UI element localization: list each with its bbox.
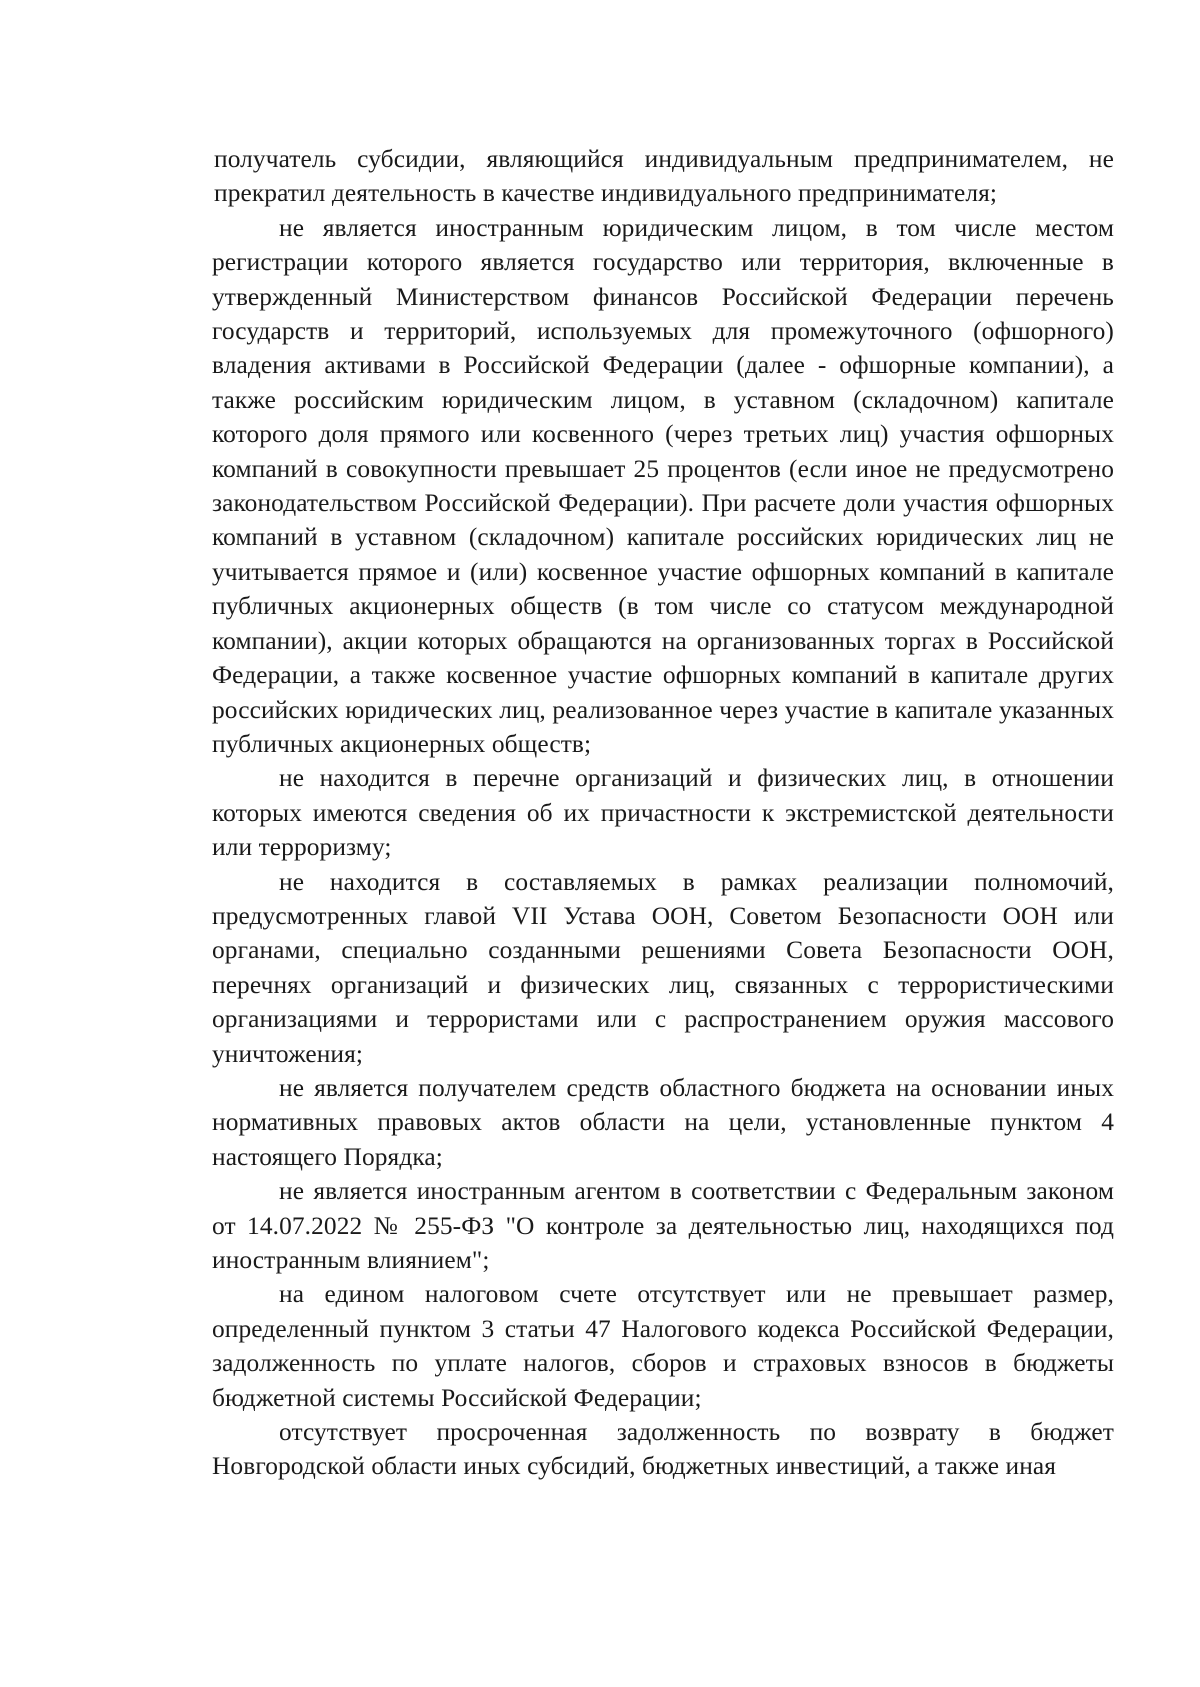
paragraph-regional-budget: не является получателем средств областного бюджета на основании иных нормативных правовых актов области на цели, установленные пунктом 4 настоящего Порядка; — [212, 1073, 1114, 1171]
paragraph-tax-account: на едином налоговом счете отсутствует или не превышает размер, определенный пунктом 3 статьи 47 Налогового кодекса Российской Федерации, задолженность по уплате налогов, сборов и страховых взносов в бюджеты бюджетной системы Российской Федерации; — [212, 1280, 1114, 1412]
document-body — [212, 142, 1114, 1484]
paragraph-un-lists: не находится в составляемых в рамках реализации полномочий, предусмотренных главой VII Устава ООН, Советом Безопасности ООН или органами, специально созданными решениями Совета Безопасности ООН, перечнях организаций и физических лиц, связанных с террористическими организациями и террористами или с распространением оружия массового уничтожения; — [212, 867, 1114, 1068]
paragraph-extremism: не находится в перечне организаций и физических лиц, в отношении которых имеются сведения об их причастности к экстремистской деятельности или терроризму; — [212, 764, 1114, 862]
paragraph-offshore: не является иностранным юридическим лицом, в том числе местом регистрации которого является государство или территория, включенные в утвержденный Министерством финансов Российской Федерации перечень государств и территорий, используемых для промежуточного (офшорного) владения активами в Российской Федерации (далее - офшорные компании), а также российским юридическим лицом, в уставном (складочном) капитале которого доля прямого или косвенного (через третьих лиц) участия офшорных компаний в совокупности превышает 25 процентов (если иное не предусмотрено законодательством Российской Федерации). При расчете доли участия офшорных компаний в уставном (складочном) капитале российских юридических лиц не учитывается прямое и (или) косвенное участие офшорных компаний в капитале публичных акционерных обществ (в том числе со статусом международной компании), акции которых обращаются на организованных торгах в Российской Федерации, а также косвенное участие офшорных компаний в капитале других российских юридических лиц, реализованное через участие в капитале указанных публичных акционерных обществ; — [212, 213, 1114, 758]
paragraph-sole-proprietor: получатель субсидии, являющийся индивидуальным предпринимателем, не прекратил деятельность в качестве индивидуального предпринимателя; — [214, 145, 1114, 208]
paragraph-overdue-debt: отсутствует просроченная задолженность по возврату в бюджет Новгородской области иных субсидий, бюджетных инвестиций, а также иная — [212, 1418, 1114, 1481]
paragraph-foreign-agent: не является иностранным агентом в соответствии с Федеральным законом от 14.07.2022 № 255-ФЗ "О контроле за деятельностью лиц, находящихся под иностранным влиянием"; — [212, 1177, 1114, 1274]
